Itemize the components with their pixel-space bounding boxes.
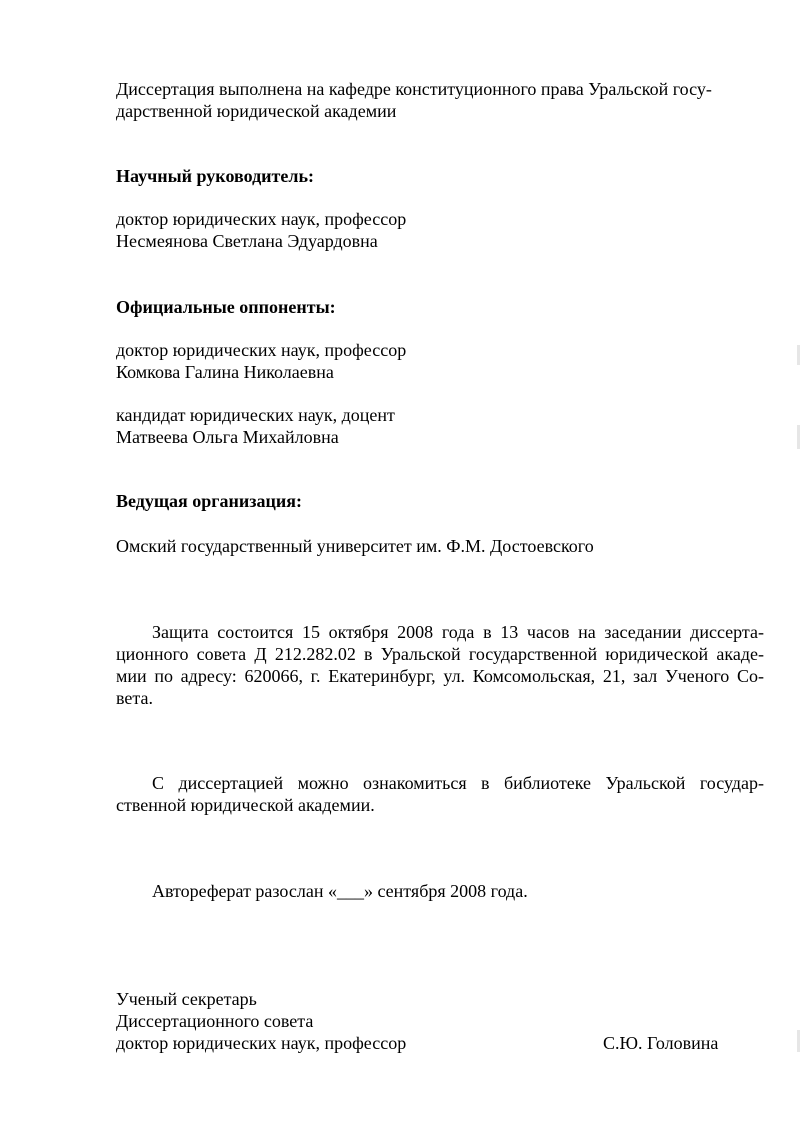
secretary-title-line-1: Ученый секретарь (116, 989, 257, 1009)
defense-line-1: Защита состоится 15 октября 2008 года в 13 часов на заседании диссерта- (152, 622, 764, 642)
supervisor-heading: Научный руководитель: (116, 166, 314, 186)
supervisor-degree: доктор юридических наук, профессор (116, 209, 407, 229)
opponent-2-degree: кандидат юридических наук, доцент (116, 405, 395, 425)
intro-line-1: Диссертация выполнена на кафедре конституционного права Уральской госу- (116, 79, 712, 99)
opponent-1-degree: доктор юридических наук, профессор (116, 340, 407, 360)
dispatch-text: Автореферат разослан «___» сентября 2008 года. (152, 881, 528, 901)
secretary-title-line-2: Диссертационного совета (116, 1011, 314, 1031)
library-line-1: С диссертацией можно ознакомиться в библиотеке Уральской государ- (152, 773, 764, 793)
leading-org-name: Омский государственный университет им. Ф.М. Достоевского (116, 536, 594, 556)
defense-line-4: вета. (116, 688, 153, 708)
opponent-2-name: Матвеева Ольга Михайловна (116, 427, 339, 447)
opponent-1-name: Комкова Галина Николаевна (116, 362, 334, 382)
secretary-degree: доктор юридических наук, профессор (116, 1033, 407, 1053)
opponents-heading: Официальные оппоненты: (116, 297, 336, 317)
library-line-2: ственной юридической академии. (116, 795, 375, 815)
intro-line-2: дарственной юридической академии (116, 101, 397, 121)
leading-org-heading: Ведущая организация: (116, 491, 302, 511)
supervisor-name: Несмеянова Светлана Эдуардовна (116, 231, 378, 251)
defense-line-2: ционного совета Д 212.282.02 в Уральской государственной юридической акаде- (116, 644, 764, 664)
defense-line-3: мии по адресу: 620066, г. Екатеринбург, ул. Комсомольская, 21, зал Ученого Со- (116, 666, 764, 686)
secretary-name: С.Ю. Головина (603, 1033, 719, 1053)
